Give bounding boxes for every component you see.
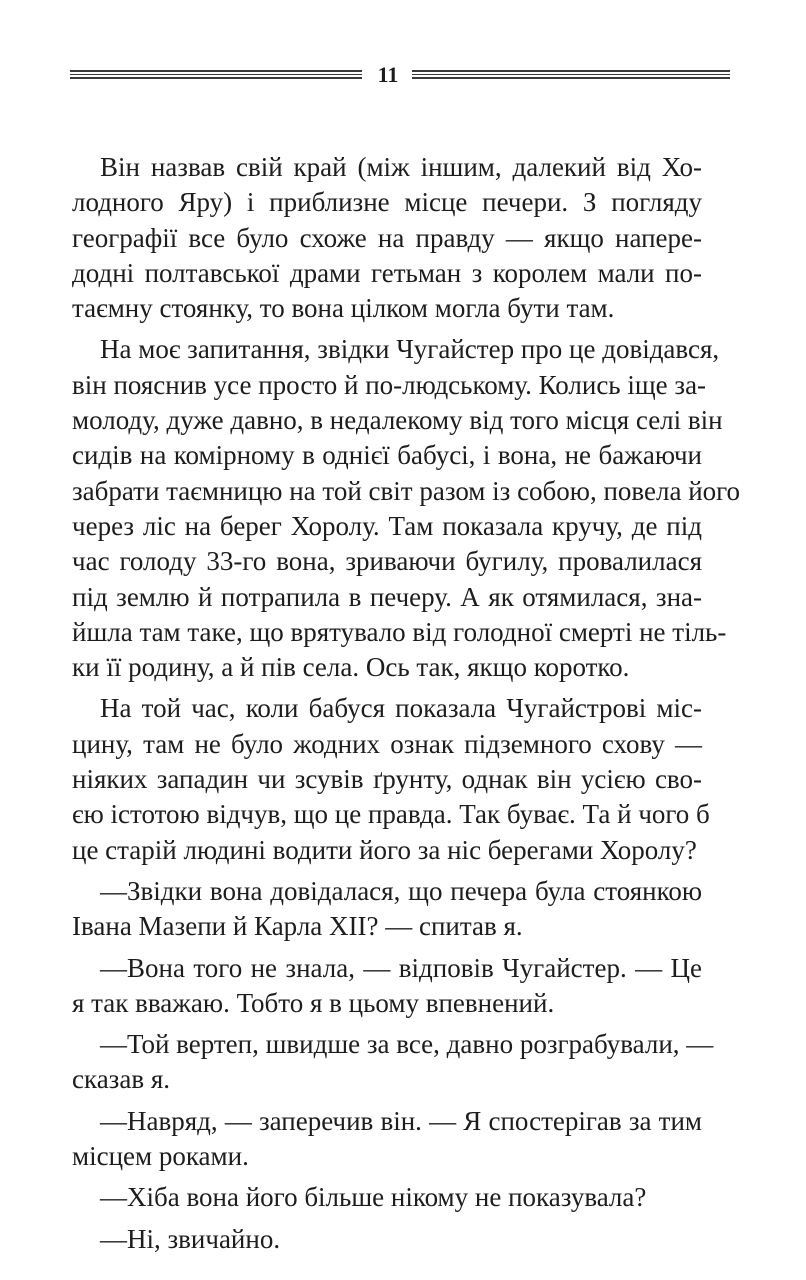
text-line: йшла там таке, що врятувало від голодної смерті не тіль- — [72, 616, 727, 647]
text-line: місцем роками. — [72, 1141, 249, 1172]
text-line: —Ні, звичайно. — [100, 1223, 281, 1254]
text-line: сидів на комірному в однієї бабусі, і вона, не бажаючи — [72, 440, 702, 471]
body-text — [72, 150, 741, 1257]
text-line: сказав я. — [72, 1064, 170, 1095]
paragraph — [72, 874, 702, 945]
text-line: це старій людині водити його за ніс берегами Хоролу? — [72, 834, 697, 865]
header-rule-left — [70, 70, 362, 79]
paragraph — [72, 150, 702, 326]
text-line: ки її родину, а й пів села. Ось так, якщо коротко. — [72, 652, 630, 683]
text-line: забрати таємницю на той світ разом із собою, повела його — [72, 475, 741, 506]
text-line: через ліс на берег Хоролу. Там показала кручу, де під — [72, 510, 702, 541]
text-line: цину, там не було жодних ознак підземного схову — — [72, 728, 702, 759]
text-line: —Той вертеп, швидше за все, давно розграбували, — — [100, 1029, 714, 1060]
paragraph — [72, 691, 710, 867]
text-line: Івана Мазепи й Карла XII? — спитав я. — [72, 911, 523, 942]
text-line: На той час, коли бабуся показала Чугайстрові міс- — [100, 693, 702, 724]
paragraph — [72, 1222, 702, 1257]
page-number: 11 — [377, 62, 399, 87]
header-rule-right — [412, 70, 730, 79]
text-line: На моє запитання, звідки Чугайстер про це довідався, — [100, 334, 720, 365]
text-line: таємну стоянку, то вона цілком могла бути там. — [72, 293, 615, 324]
text-line: молоду, дуже давно, в недалекому від того місця селі він — [72, 405, 723, 436]
text-line: лодного Яру) і приблизне місце печери. З погляду — [72, 187, 702, 218]
paragraph — [72, 951, 702, 1022]
text-line: —Вона того не знала, — відповів Чугайстер. — Це — [100, 952, 702, 983]
text-line: під землю й потрапила в печеру. А як отямилася, зна- — [72, 581, 702, 612]
text-line: я так вважаю. Тобто я в цьому впевнений. — [72, 987, 555, 1018]
text-line: Він назвав свій край (між іншим, далекий від Хо- — [100, 152, 702, 182]
text-line: додні полтавської драми гетьман з королем мали по- — [72, 257, 702, 288]
text-line: —Навряд, — заперечив він. — Я спостерігав за тим — [100, 1105, 702, 1136]
running-header — [70, 62, 730, 90]
paragraph — [72, 1104, 702, 1175]
text-line: —Хіба вона його більше нікому не показувала? — [100, 1182, 647, 1213]
text-line: єю істотою відчув, що це правда. Так буває. Та й чого б — [72, 799, 710, 830]
text-line: географії все було схоже на правду — якщо напере- — [72, 222, 702, 253]
text-line: час голоду 33-го вона, зриваючи бугилу, провалилася — [72, 546, 702, 577]
paragraph — [72, 1027, 714, 1098]
paragraph — [72, 1180, 702, 1215]
text-line: —Звідки вона довідалася, що печера була стоянкою — [100, 875, 702, 906]
paragraph — [72, 332, 741, 685]
text-line: ніяких западин чи зсувів ґрунту, однак він усією сво- — [72, 764, 702, 795]
text-line: він пояснив усе просто й по-людському. Колись іще за- — [72, 369, 707, 400]
